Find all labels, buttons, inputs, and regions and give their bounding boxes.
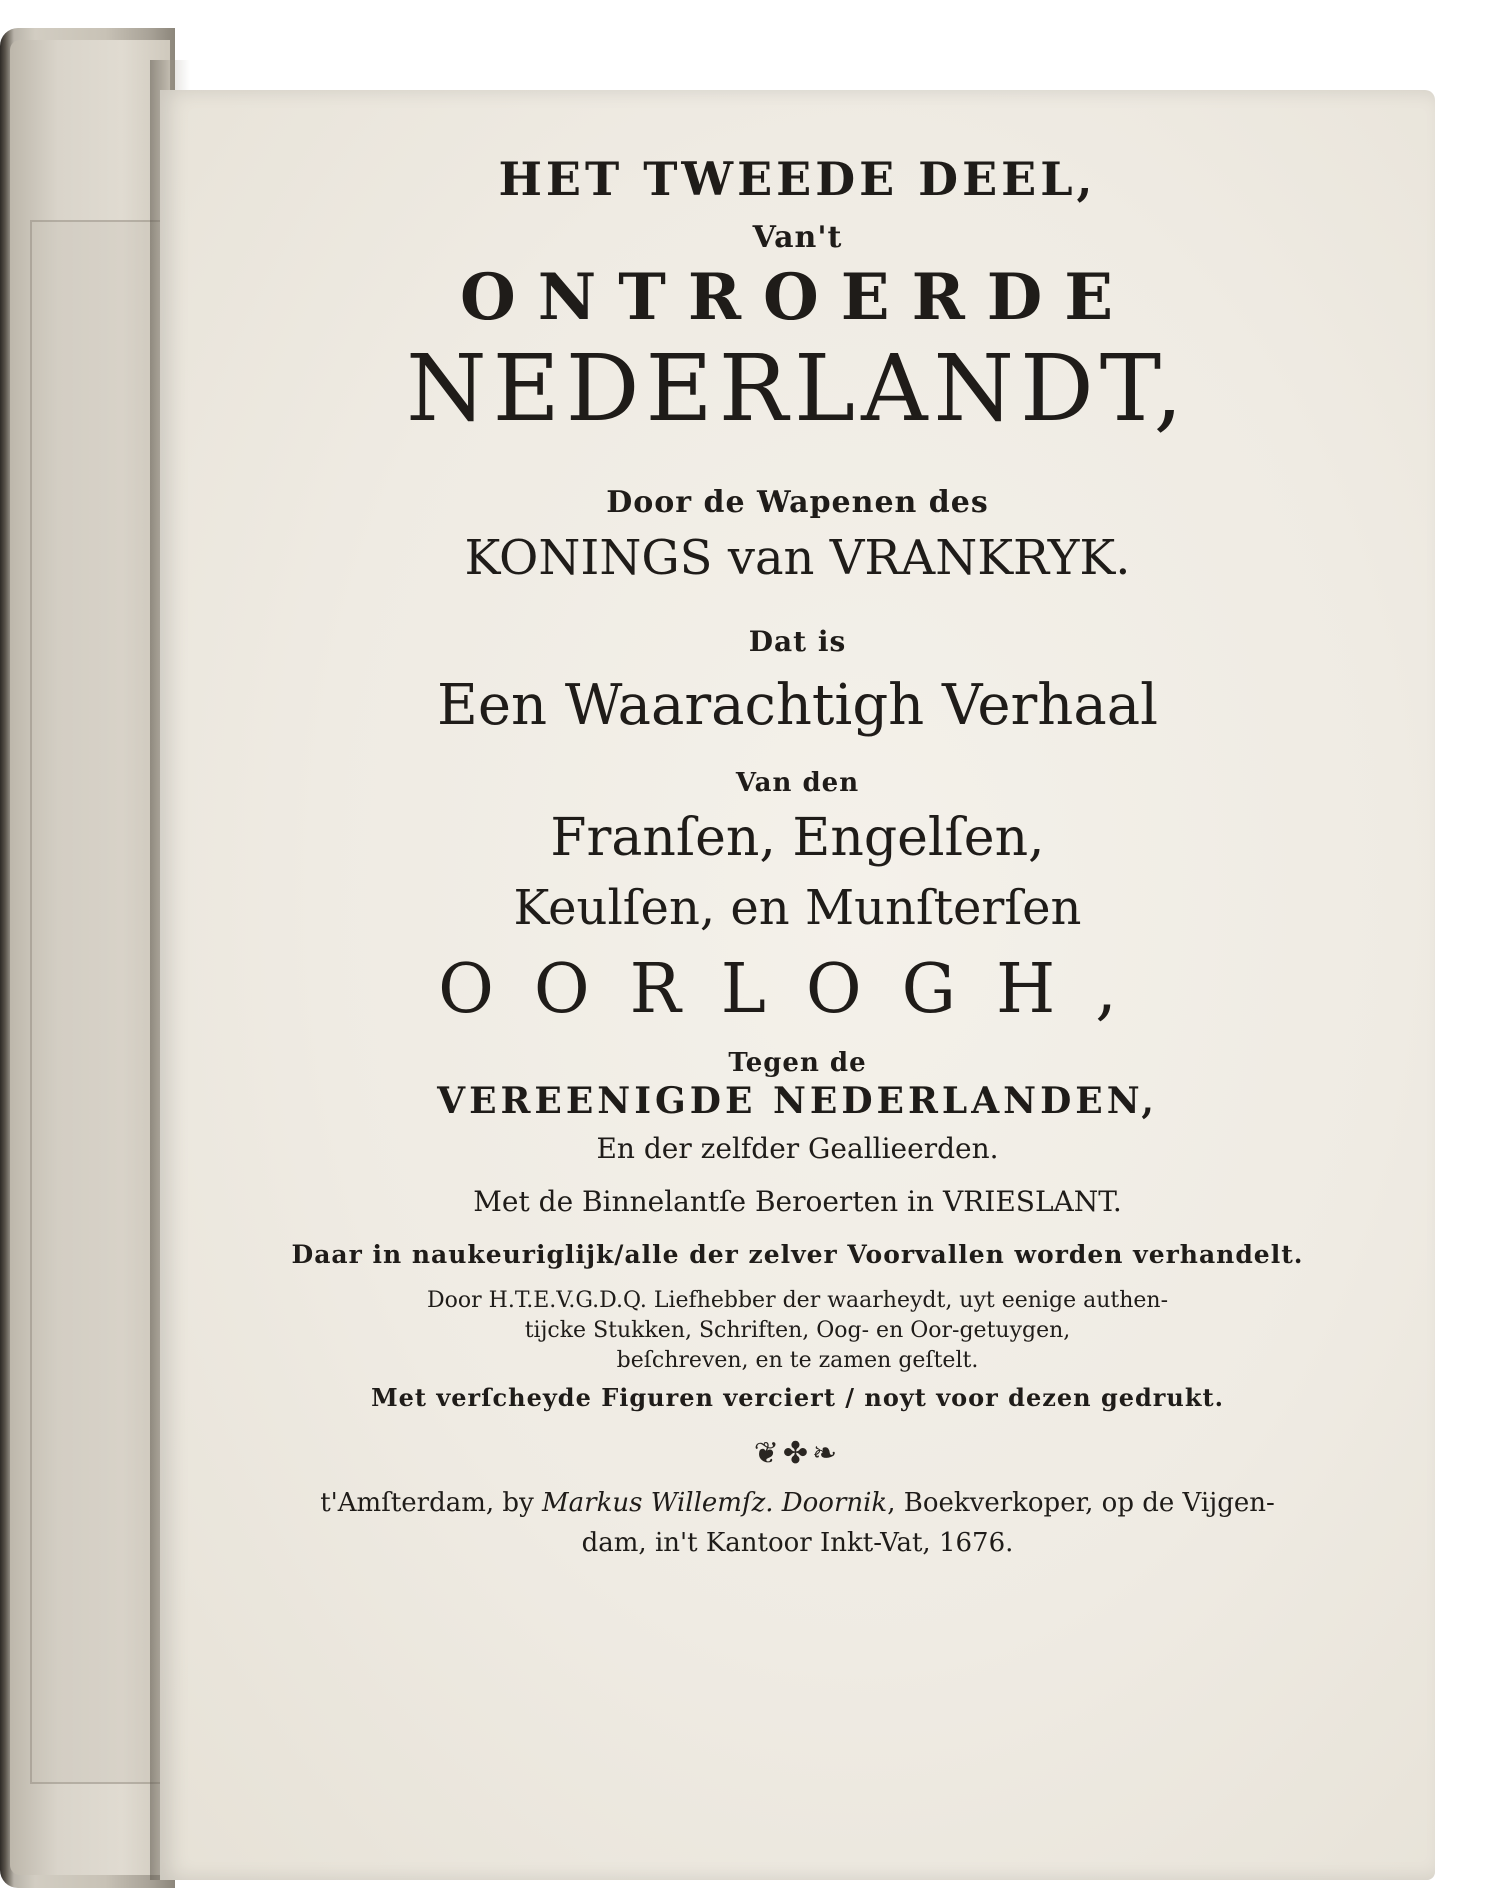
title-line-keulsen-munstersen: Keulſen, en Munſterſen xyxy=(513,880,1082,936)
title-line-geallieerden: En der zelfder Geallieerden. xyxy=(596,1132,999,1165)
title-line-nederlandt: NEDERLANDT, xyxy=(406,335,1189,442)
title-line-vereenigde: VEREENIGDE NEDERLANDEN, xyxy=(437,1080,1158,1122)
imprint-line-2: dam, in't Kantoor Inkt-Vat, 1676. xyxy=(581,1528,1014,1558)
title-line-het-tweede-deel: HET TWEEDE DEEL, xyxy=(498,152,1097,206)
title-line-ontroerde: ONTROERDE xyxy=(459,260,1136,335)
imprint-trade: , Boekverkoper, op de Vijgen- xyxy=(887,1488,1275,1518)
title-line-fransen-engelsen: Franſen, Engelſen, xyxy=(550,808,1045,868)
imprint-printer: Markus Willemſz. Doornik xyxy=(542,1488,888,1518)
title-line-van-den: Van den xyxy=(735,768,860,798)
title-line-stukken: tijcke Stukken, Schriften, Oog- en Oor-getuygen, xyxy=(524,1318,1071,1343)
title-line-naukeuriglijk: Daar in naukeuriglijk/alle der zelver Voorvallen worden verhandelt. xyxy=(291,1240,1304,1269)
title-line-figuren: Met verſcheyde Figuren verciert / noyt voor dezen gedrukt. xyxy=(371,1383,1224,1412)
title-line-door-de-wapenen: Door de Wapenen des xyxy=(606,485,989,520)
left-page-plate-impression xyxy=(30,220,169,1784)
title-line-konings: KONINGS van VRANKRYK. xyxy=(464,530,1131,586)
title-line-verhaal: Een Waarachtigh Verhaal xyxy=(436,673,1159,738)
imprint-place: t'Amſterdam, by xyxy=(320,1488,534,1518)
title-line-vrieslant: Met de Binnelantſe Beroerten in VRIESLANT. xyxy=(473,1185,1122,1218)
title-page xyxy=(160,90,1435,1880)
title-line-tegen-de: Tegen de xyxy=(728,1048,867,1078)
title-line-door-author: Door H.T.E.V.G.D.Q. Liefhebber der waarheydt, uyt eenige authen- xyxy=(427,1288,1168,1313)
title-line-beschreven: beſchreven, en te zamen geſtelt. xyxy=(616,1348,979,1373)
imprint-line-1 xyxy=(160,1488,1435,1518)
title-line-oorlogh: OORLOGH, xyxy=(438,950,1157,1029)
title-line-vant: Van't xyxy=(752,220,843,255)
printers-ornament: ❦✤❧ xyxy=(753,1436,842,1471)
left-page xyxy=(10,40,170,1875)
title-line-dat-is: Dat is xyxy=(748,625,847,658)
